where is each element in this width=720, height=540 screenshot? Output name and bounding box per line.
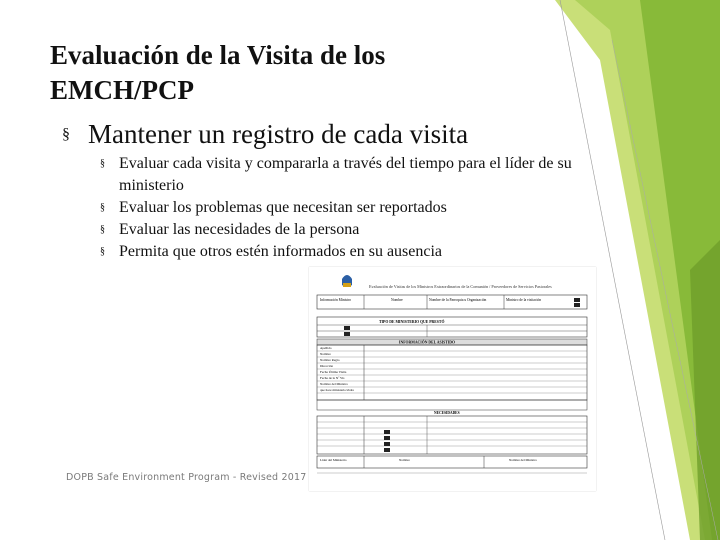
slide-title xyxy=(50,38,570,108)
sub-bullet-text: Evaluar las necesidades de la persona xyxy=(119,221,360,238)
sub-bullet xyxy=(100,241,600,263)
form-heading: Evaluación de Visitas de los Ministros Extraordinarios de la Comunión / Proveedores de Servicios Pastorales xyxy=(369,284,552,289)
form-field: que hace ministerio/visita xyxy=(320,388,354,392)
sub-bullet-text: Permita que otros estén informados en su ausencia xyxy=(119,243,443,260)
form-cell: Nombre de la Parroquia u Organización xyxy=(429,298,487,302)
sub-bullet-text: Evaluar los problemas que necesitan ser reportados xyxy=(119,199,447,216)
evaluation-form-image xyxy=(309,267,596,491)
form-section-title: TIPO DE MINISTERIO QUE PRESTÓ xyxy=(379,320,445,324)
title-line-1: Evaluación de la Visita de los xyxy=(50,40,386,70)
form-cell: Información Ministro xyxy=(320,298,352,302)
form-cell: Ministro de la visitación xyxy=(506,298,542,302)
form-logo xyxy=(342,275,352,287)
form-cell: Líder del Ministerio xyxy=(320,458,347,462)
footer-text: DOPB Safe Environment Program - Revised 2017 xyxy=(66,472,307,483)
form-cell: Nombre del Ministro xyxy=(509,458,537,462)
sub-bullet xyxy=(100,219,600,241)
bullet-marker: § xyxy=(100,202,105,213)
form-info-title: INFORMACIÓN DEL ASISTIDO xyxy=(399,340,455,345)
form-field: Fecha Última Visita xyxy=(320,370,347,374)
title-line-2: EMCH/PCP xyxy=(50,75,194,105)
bullet-marker: § xyxy=(62,126,70,143)
form-field: Nombre del Ministro xyxy=(320,382,348,386)
sub-bullet-text: Evaluar cada visita y compararla a través del tiempo para el líder de su ministerio xyxy=(119,155,572,194)
form-field: Dirección xyxy=(320,364,333,368)
main-bullet-text: Mantener un registro de cada visita xyxy=(88,119,469,149)
form-drawing xyxy=(309,267,596,491)
form-cell: Nombre xyxy=(399,458,410,462)
main-bullet xyxy=(62,118,582,151)
form-field: Apellido xyxy=(320,346,332,350)
form-field: Nombre Regio xyxy=(320,358,340,362)
sub-bullet xyxy=(100,197,600,219)
form-field: Nombre xyxy=(320,352,331,356)
bullet-marker: § xyxy=(100,158,105,169)
bullet-marker: § xyxy=(100,246,105,257)
bullet-marker: § xyxy=(100,224,105,235)
sub-bullet xyxy=(100,153,600,197)
form-needs-title: NECESIDADES xyxy=(434,411,460,415)
form-cell: Nombre xyxy=(391,298,403,302)
form-field: Fecha de la Nº Vis xyxy=(320,376,345,380)
sub-bullet-list xyxy=(100,153,600,263)
